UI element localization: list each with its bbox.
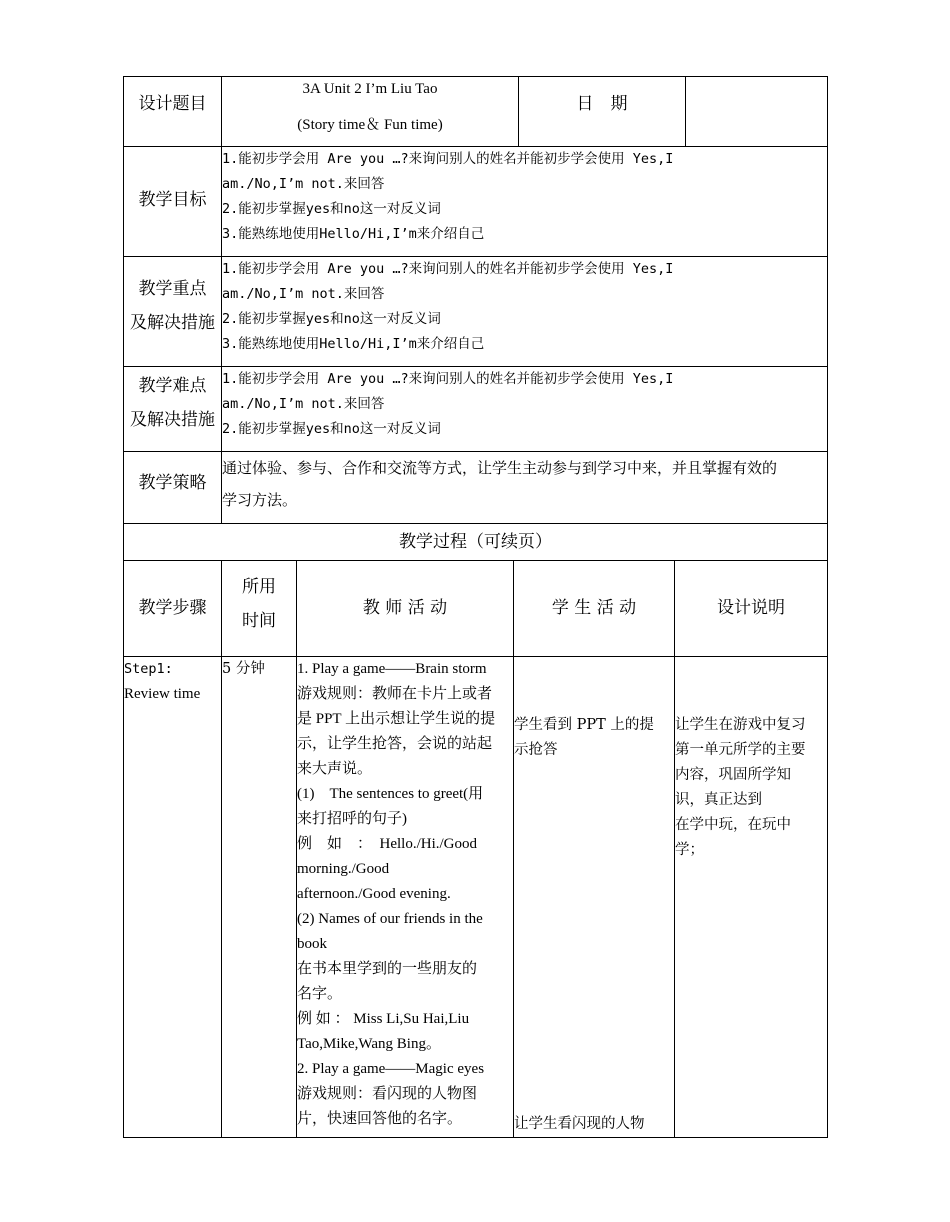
objectives-label: 教学目标	[138, 190, 207, 210]
strategy-line: 通过体验、参与、合作和交流等方式，让学生主动参与到学习中来，并且掌握有效的	[222, 459, 778, 477]
teacher-line: (1) The sentences to greet(用	[297, 786, 484, 802]
step1-student-activity-2	[514, 1112, 674, 1137]
objectives-line: 1.能初步学会用 Are you …?来询问别人的姓名并能初步学会使用 Yes,I	[222, 151, 674, 167]
teacher-line: 1. Play a game——Brain storm	[297, 661, 487, 677]
design-topic-label: 设计题目	[138, 94, 207, 114]
key-points-line: 1.能初步学会用 Are you …?来询问别人的姓名并能初步学会使用 Yes,I	[222, 261, 674, 277]
strategy-content	[222, 452, 828, 516]
column-divider	[513, 560, 514, 1138]
teacher-line: 来打招呼的句子)	[297, 811, 407, 827]
difficulties-label-line2: 及解决措施	[130, 410, 215, 430]
teacher-line: 例 如 ： Hello./Hi./Good	[297, 836, 477, 852]
objectives-content	[222, 147, 828, 247]
design-line: 在学中玩，在玩中	[675, 817, 791, 833]
table-border-top	[123, 76, 828, 77]
step1-design-notes	[675, 713, 827, 863]
teacher-line: 游戏规则：看闪现的人物图	[297, 1086, 478, 1102]
teacher-line: 来大声说。	[297, 761, 373, 777]
key-points-line: 2.能初步掌握yes和no这一对反义词	[222, 311, 441, 327]
step1-label-line1: Step1:	[124, 661, 173, 677]
teacher-line: 例 如 ： Miss Li,Su Hai,Liu	[297, 1011, 470, 1027]
objectives-line: am./No,I’m not.来回答	[222, 176, 385, 192]
strategy-label: 教学策略	[138, 473, 207, 493]
design-line: 第一单元所学的主要	[675, 742, 806, 758]
step1-teacher-activity	[297, 657, 513, 1132]
design-notes-header: 设计说明	[717, 598, 785, 618]
lesson-title-line1: 3A Unit 2 I’m Liu Tao	[302, 81, 438, 97]
teacher-line: 在书本里学到的一些朋友的	[297, 961, 478, 977]
step1-student-activity	[514, 713, 674, 763]
column-divider	[221, 560, 222, 1138]
difficulties-line: 1.能初步学会用 Are you …?来询问别人的姓名并能初步学会使用 Yes,I	[222, 371, 674, 387]
teacher-line: morning./Good	[297, 861, 390, 877]
difficulties-content	[222, 367, 828, 442]
teacher-line: 游戏规则：教师在卡片上或者	[297, 686, 493, 702]
step1-time: 5 分钟	[222, 661, 265, 677]
teacher-line: 是 PPT 上出示想让学生说的提	[297, 711, 496, 727]
time-header-line2: 时间	[242, 611, 276, 631]
teacher-line: 示，让学生抢答，会说的站起	[297, 736, 493, 752]
teacher-line: book	[297, 936, 327, 952]
teacher-line: afternoon./Good evening.	[297, 886, 451, 902]
objectives-line: 2.能初步掌握yes和no这一对反义词	[222, 201, 441, 217]
objectives-line: 3.能熟练地使用Hello/Hi,I’m来介绍自己	[222, 226, 485, 242]
lesson-title-line2: (Story time＆ Fun time)	[297, 117, 443, 133]
step1-label	[124, 657, 221, 707]
key-points-content	[222, 257, 828, 357]
student-line: 学生看到 PPT 上的提	[514, 717, 654, 733]
teacher-line: Tao,Mike,Wang Bing。	[297, 1036, 441, 1052]
teacher-line: 名字。	[297, 986, 343, 1002]
teacher-line: (2) Names of our friends in the	[297, 911, 483, 927]
date-label: 日 期	[576, 94, 628, 114]
design-line: 内容，巩固所学知	[675, 767, 791, 783]
teacher-activity-header: 教 师 活 动	[362, 598, 448, 618]
design-line: 识，真正达到	[675, 792, 762, 808]
teacher-line: 片，快速回答他的名字。	[297, 1111, 463, 1127]
key-points-label-line2: 及解决措施	[130, 313, 215, 333]
step1-label-line2: Review time	[124, 686, 201, 702]
design-line: 学；	[675, 842, 704, 858]
key-points-label-line1: 教学重点	[138, 279, 207, 299]
key-points-line: 3.能熟练地使用Hello/Hi,I’m来介绍自己	[222, 336, 485, 352]
table-border-bottom	[123, 1137, 828, 1138]
column-divider	[685, 76, 686, 147]
student-line: 示抢答	[514, 742, 558, 758]
key-points-line: am./No,I’m not.来回答	[222, 286, 385, 302]
difficulties-line: 2.能初步掌握yes和no这一对反义词	[222, 421, 441, 437]
row-divider	[123, 560, 828, 561]
step-header: 教学步骤	[138, 598, 207, 618]
process-title: 教学过程（可续页）	[399, 532, 552, 552]
design-line: 让学生在游戏中复习	[675, 717, 806, 733]
time-header-line1: 所用	[242, 577, 276, 597]
student-activity-header: 学 生 活 动	[551, 598, 637, 618]
student-line: 让学生看闪现的人物	[514, 1116, 645, 1132]
difficulties-line: am./No,I’m not.来回答	[222, 396, 385, 412]
strategy-line: 学习方法。	[222, 491, 298, 509]
difficulties-label-line1: 教学难点	[138, 376, 207, 396]
teacher-line: 2. Play a game——Magic eyes	[297, 1061, 485, 1077]
